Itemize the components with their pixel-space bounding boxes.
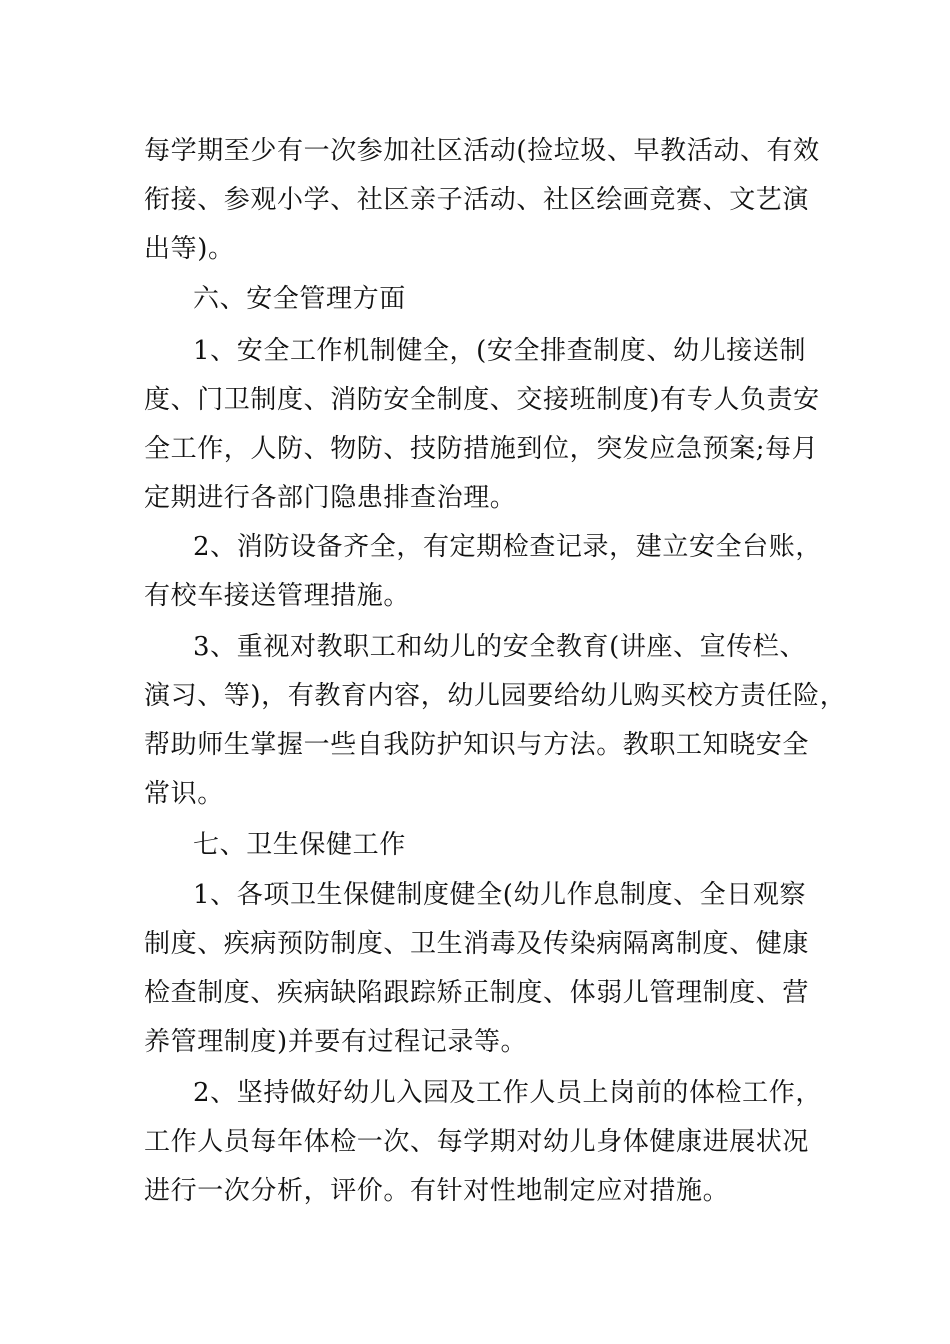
paragraph-line: 工作人员每年体检一次、每学期对幼儿身体健康进展状况 — [144, 1127, 810, 1157]
paragraph-line: 制度、疾病预防制度、卫生消毒及传染病隔离制度、健康 — [144, 929, 810, 959]
paragraph-line: 出等)。 — [144, 234, 235, 264]
paragraph-line: 3、重视对教职工和幼儿的安全教育(讲座、宣传栏、 — [193, 632, 807, 662]
paragraph-line: 全工作，人防、物防、技防措施到位，突发应急预案;每月 — [144, 434, 819, 464]
paragraph-line: 进行一次分析，评价。有针对性地制定应对措施。 — [144, 1176, 730, 1206]
paragraph-line: 1、各项卫生保健制度健全(幼儿作息制度、全日观察 — [193, 880, 807, 910]
paragraph-line: 演习、等)，有教育内容，幼儿园要给幼儿购买校方责任险， — [144, 681, 847, 711]
paragraph-line: 衔接、参观小学、社区亲子活动、社区绘画竞赛、文艺演 — [144, 185, 810, 215]
paragraph-line: 1、安全工作机制健全，(安全排查制度、幼儿接送制 — [193, 336, 807, 366]
paragraph-line: 检查制度、疾病缺陷跟踪矫正制度、体弱儿管理制度、营 — [144, 978, 810, 1008]
paragraph-line: 常识。 — [144, 779, 224, 809]
paragraph-line: 帮助师生掌握一些自我防护知识与方法。教职工知晓安全 — [144, 730, 810, 760]
paragraph-line: 2、坚持做好幼儿入园及工作人员上岗前的体检工作， — [193, 1078, 822, 1108]
paragraph-line: 每学期至少有一次参加社区活动(捡垃圾、早教活动、有效 — [144, 136, 820, 166]
paragraph-line: 有校车接送管理措施。 — [144, 581, 411, 611]
paragraph-line: 定期进行各部门隐患排查治理。 — [144, 483, 517, 513]
paragraph-line: 2、消防设备齐全，有定期检查记录，建立安全台账， — [193, 532, 822, 562]
section-heading-health: 七、卫生保健工作 — [193, 830, 406, 860]
paragraph-line: 度、门卫制度、消防安全制度、交接班制度)有专人负责安 — [144, 385, 820, 415]
paragraph-line: 养管理制度)并要有过程记录等。 — [144, 1027, 528, 1057]
section-heading-safety: 六、安全管理方面 — [193, 284, 406, 314]
